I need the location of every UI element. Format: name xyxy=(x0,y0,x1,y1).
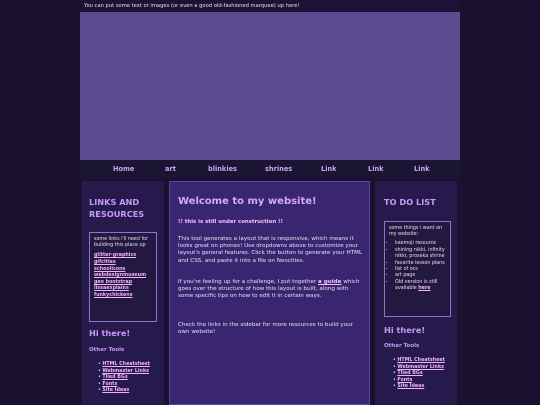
html-cheatsheet-link[interactable]: HTML Cheatsheet xyxy=(102,362,150,367)
tiled-bgs-link[interactable]: Tiled BGs xyxy=(397,371,423,377)
list-item: • Tiled BGs xyxy=(98,375,128,381)
nav-art-link[interactable]: art xyxy=(165,165,176,173)
list-item: • Fonts xyxy=(98,381,118,387)
right-tools-list xyxy=(393,358,445,391)
guide-text-after: which goes over the structure of how this layout is built, along with some specific tips on how to edit it in certain ways. xyxy=(178,279,360,300)
funkychickens-link[interactable]: funkychickens xyxy=(94,292,133,298)
webdesignmuseum-link[interactable]: webdesignmuseum xyxy=(94,273,147,279)
left-sidebar-title: LINKS AND RESOURCES xyxy=(89,197,145,219)
header-banner xyxy=(80,12,460,160)
nav-link-1[interactable]: Link xyxy=(321,165,337,173)
list-item: • kaomoji resource xyxy=(395,241,446,247)
schoolicons-link[interactable]: schoolicons xyxy=(94,266,126,272)
left-greeting: Hi there! xyxy=(89,328,131,338)
geo-bootstrap-link[interactable]: geo bootstrap xyxy=(94,279,133,285)
guide-paragraph xyxy=(178,279,365,301)
todo-list xyxy=(389,241,446,292)
intro-paragraph: This tool generates a layout that is responsive, which means it looks great on phones! Use dropdowns above to customize your layout's general features. Click the button to generate your HTML and CSS, and paste it into a file on Neocities. xyxy=(178,236,363,264)
nav-link-3[interactable]: Link xyxy=(414,165,430,173)
guide-text-before: If you're feeling up for a challenge, I put together xyxy=(178,279,319,285)
left-tools-title: Other Tools xyxy=(89,347,125,353)
nav-shrines-link[interactable]: shrines xyxy=(265,165,293,173)
list-item xyxy=(94,286,152,293)
todo-box-intro: some things i want on my website: xyxy=(389,226,443,238)
fonts-link[interactable]: Fonts xyxy=(102,381,118,387)
left-tools-list xyxy=(98,362,150,395)
list-item: • favorite lesson plans xyxy=(395,261,446,267)
top-marquee-text: You can put some text or images (or even a good old-fashioned marquee) up here! xyxy=(80,0,460,12)
sidebar-hint-paragraph: Check the links in the sidebar for more resources to build your own website! xyxy=(178,322,354,336)
webmaster-links-link[interactable]: Webmaster Links xyxy=(102,368,150,374)
gifcities-link[interactable]: gifcities xyxy=(94,260,116,265)
list-item: • Site Ideas xyxy=(98,388,130,394)
list-item: • list of ocs xyxy=(395,267,446,273)
site-ideas-link[interactable]: Site Ideas xyxy=(102,388,130,394)
construction-warning: !! this is still under construction !! xyxy=(178,219,283,225)
list-item xyxy=(94,260,152,267)
lissaexplains-link[interactable]: lissaexplains xyxy=(94,286,129,292)
list-item xyxy=(395,280,446,293)
list-item: • HTML Cheatsheet xyxy=(98,362,150,367)
nav-blinkies-link[interactable]: blinkies xyxy=(208,165,237,173)
list-item: • Webmaster Links xyxy=(393,364,445,370)
list-item xyxy=(94,253,152,260)
right-sidebar xyxy=(375,181,457,405)
nav-bar xyxy=(80,160,460,178)
links-box-intro: some links i'll need for building this place up xyxy=(94,237,149,249)
list-item: • Site Ideas xyxy=(393,384,425,390)
list-item: • Webmaster Links xyxy=(98,368,150,374)
tiled-bgs-link[interactable]: Tiled BGs xyxy=(102,375,128,381)
old-version-link[interactable]: here xyxy=(418,286,431,292)
guide-link[interactable]: a guide xyxy=(318,279,342,285)
list-item: • shining nikki, infinity nikki, proseka shrine xyxy=(395,248,446,261)
left-sidebar xyxy=(82,181,164,405)
site-ideas-link[interactable]: Site Ideas xyxy=(397,384,425,390)
list-item: • Tiled BGs xyxy=(393,371,423,377)
right-greeting: Hi there! xyxy=(384,325,426,335)
html-cheatsheet-link[interactable]: HTML Cheatsheet xyxy=(397,358,445,363)
main-content xyxy=(169,181,370,405)
fonts-link[interactable]: Fonts xyxy=(397,377,413,383)
right-tools-title: Other Tools xyxy=(384,343,420,349)
nav-home-link[interactable]: Home xyxy=(113,165,135,173)
list-item xyxy=(94,273,152,280)
todo-box xyxy=(384,221,451,317)
list-item: • HTML Cheatsheet xyxy=(393,358,445,363)
list-item xyxy=(94,293,152,300)
old-version-text: Old version is still available xyxy=(395,279,438,292)
resource-links-list xyxy=(94,253,152,299)
list-item: • Fonts xyxy=(393,377,413,383)
right-sidebar-title: TO DO LIST xyxy=(384,197,436,207)
list-item: • art page xyxy=(395,273,446,279)
nav-link-2[interactable]: Link xyxy=(368,165,384,173)
glitter-graphics-link[interactable]: glitter-graphics xyxy=(94,253,137,259)
webmaster-links-link[interactable]: Webmaster Links xyxy=(397,364,445,370)
links-box xyxy=(89,232,157,322)
main-title: Welcome to my website! xyxy=(178,196,317,207)
